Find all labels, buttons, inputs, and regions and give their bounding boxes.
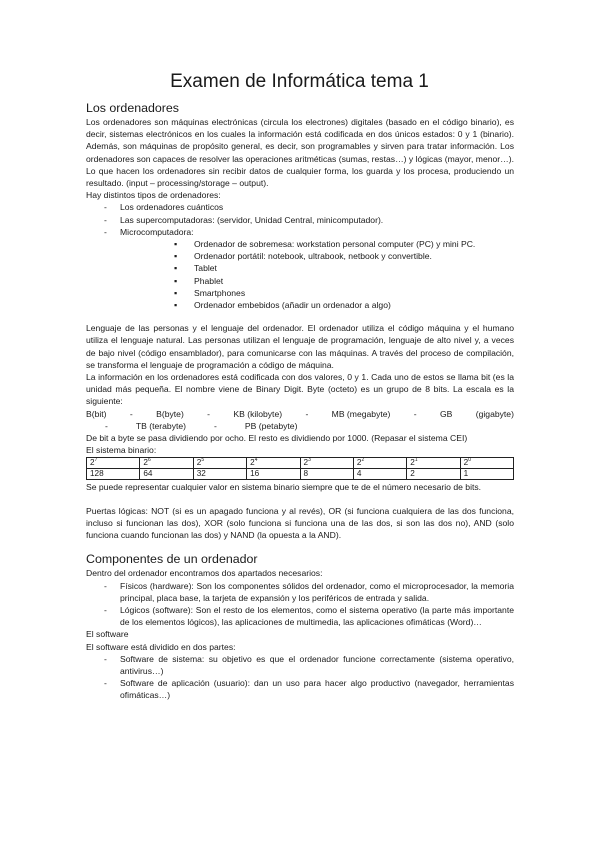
unit-label: B(byte): [156, 408, 184, 419]
unit-label: PB (petabyte): [244, 420, 298, 431]
binary-label: El sistema binario:: [86, 445, 157, 456]
list-item: - Lógicos (software): Son el resto de los elementos, como el sistema operativo (la parte más importante de los elementos lógicos), las aplicaciones de multimedia, las aplicaciones ofimáticas (Word)…: [86, 604, 514, 628]
table-cell: $2^6$: [140, 458, 193, 469]
unit-separator: -: [129, 408, 133, 419]
info-paragraph: La información en los ordenadores está codificada con dos valores, 0 y 1. Cada uno de estos se llama bit (es la unidad más pequeña. El nombre viene de Binary Digit. Byte (octeto) es un grupo de 8 bits. La escala es la siguiente:: [86, 372, 514, 407]
table-cell: 16: [247, 469, 300, 480]
components-list: [86, 580, 514, 629]
table-cell: 64: [140, 469, 193, 480]
section-heading-ordenadores: Los ordenadores: [86, 101, 179, 115]
unit-separator: -: [413, 408, 417, 419]
list-item: ▪ Ordenador embebidos (añadir un ordenador a algo): [86, 299, 514, 311]
table-cell: $2^3$: [300, 458, 353, 469]
units-scale-row-1: [86, 408, 514, 420]
list-item: - Físicos (hardware): Son los componentes sólidos del ordenador, como el microprocesador, la memoria principal, placa base, la tarjeta de expansión y los periféricos de entrada y salida.: [86, 580, 514, 604]
unit-separator: -: [214, 420, 217, 431]
units-scale-row-2: [86, 420, 514, 432]
table-row: [87, 458, 514, 469]
table-cell: 1: [460, 469, 513, 480]
logic-gates-paragraph: Puertas lógicas: NOT (si es un apagado funciona y al revés), OR (si funciona cualquiera de las dos funciona, incluso si funcionan las dos), XOR (solo funciona si funciona una de las dos, si son las dos no), AND (solo funciona cuando funcionan las dos) y NAND (la opuesta a la AND).: [86, 505, 514, 541]
list-item: ▪ Ordenador de sobremesa: workstation personal computer (PC) y mini PC.: [86, 238, 514, 250]
unit-label: MB (megabyte): [331, 408, 391, 419]
list-item: ▪ Ordenador portátil: notebook, ultrabook, netbook y convertible.: [86, 250, 514, 262]
page-title: Examen de Informática tema 1: [170, 71, 429, 92]
microcomputer-types-list: [86, 238, 514, 311]
table-cell: 128: [87, 469, 140, 480]
language-paragraph: Lenguaje de las personas y el lenguaje del ordenador. El ordenador utiliza el código máquina y el humano utiliza el lenguaje natural. Las personas utilizan el lenguaje de programación, lenguaje de alto nivel y, a veces de bajo nivel (código ensamblador), para comunicarse con las máquinas. A través del proceso de compilación, se transforma el lenguaje de programación a código de máquina.: [86, 323, 514, 370]
unit-label: KB (kilobyte): [233, 408, 283, 419]
table-cell: 32: [193, 469, 246, 480]
document-body: [86, 101, 514, 702]
unit-separator: -: [207, 408, 211, 419]
binary-table: [86, 457, 514, 480]
intro-paragraph: Los ordenadores son máquinas electrónicas (circula los electrones) digitales (basado en el código binario), es decir, sistemas electrónicos en los cuales la información está codificada en dos únicos estados: 0 y 1 (binario). Además, son máquinas de propósito general, es decir, son programables y sirven para tratar información. Los ordenadores son capaces de resolver las operaciones aritméticas (sumas, restas…) y lógicas (mayor, menor…). Lo que hacen los ordenadores sin recibir datos de cualquier forma, los guarda y los procesa, produciendo un resultado. (input – processing/storage – output).: [86, 117, 514, 189]
software-intro: El software está dividido en dos partes:: [86, 641, 236, 652]
table-cell: 4: [353, 469, 406, 480]
list-item: - Los ordenadores cuánticos: [86, 201, 514, 213]
unit-label: B(bit): [86, 408, 107, 419]
list-item: ▪ Tablet: [86, 262, 514, 274]
bit-to-byte-note: De bit a byte se pasa dividiendo por ocho. El resto es dividiendo por 1000. (Repasar el sistema CEI): [86, 433, 468, 444]
table-cell: 8: [300, 469, 353, 480]
list-item: ▪ Smartphones: [86, 287, 514, 299]
unit-separator: -: [305, 408, 309, 419]
table-cell: $2^1$: [407, 458, 460, 469]
components-intro: Dentro del ordenador encontramos dos apartados necesarios:: [86, 568, 323, 579]
unit-label: TB (terabyte): [135, 420, 187, 431]
computer-types-list: [86, 201, 514, 238]
table-cell: $2^2$: [353, 458, 406, 469]
table-row: [87, 469, 514, 480]
binary-note: Se puede representar cualquier valor en sistema binario siempre que te de el número necesario de bits.: [86, 482, 482, 493]
table-cell: $2^5$: [193, 458, 246, 469]
list-item: - Software de aplicación (usuario): dan un uso para hacer algo productivo (navegador, herramientas ofimáticas…): [86, 677, 514, 701]
list-item: - Software de sistema: su objetivo es que el ordenador funcione correctamente (sistema operativo, antivirus…): [86, 653, 514, 677]
section-heading-componentes: Componentes de un ordenador: [86, 552, 258, 567]
table-cell: $2^4$: [247, 458, 300, 469]
table-cell: $2^7$: [87, 458, 140, 469]
types-intro: Hay distintos tipos de ordenadores:: [86, 190, 221, 201]
list-item: - Las supercomputadoras: (servidor, Unidad Central, minicomputador).: [86, 214, 514, 226]
table-cell: $2^0$: [460, 458, 513, 469]
list-item: - Microcomputadora:: [86, 226, 514, 238]
list-item: ▪ Phablet: [86, 275, 514, 287]
table-cell: 2: [407, 469, 460, 480]
unit-label: GB: [439, 408, 453, 419]
software-heading: El software: [86, 629, 129, 640]
unit-label: (gigabyte): [475, 408, 514, 419]
unit-separator: -: [105, 420, 108, 431]
software-list: [86, 653, 514, 702]
